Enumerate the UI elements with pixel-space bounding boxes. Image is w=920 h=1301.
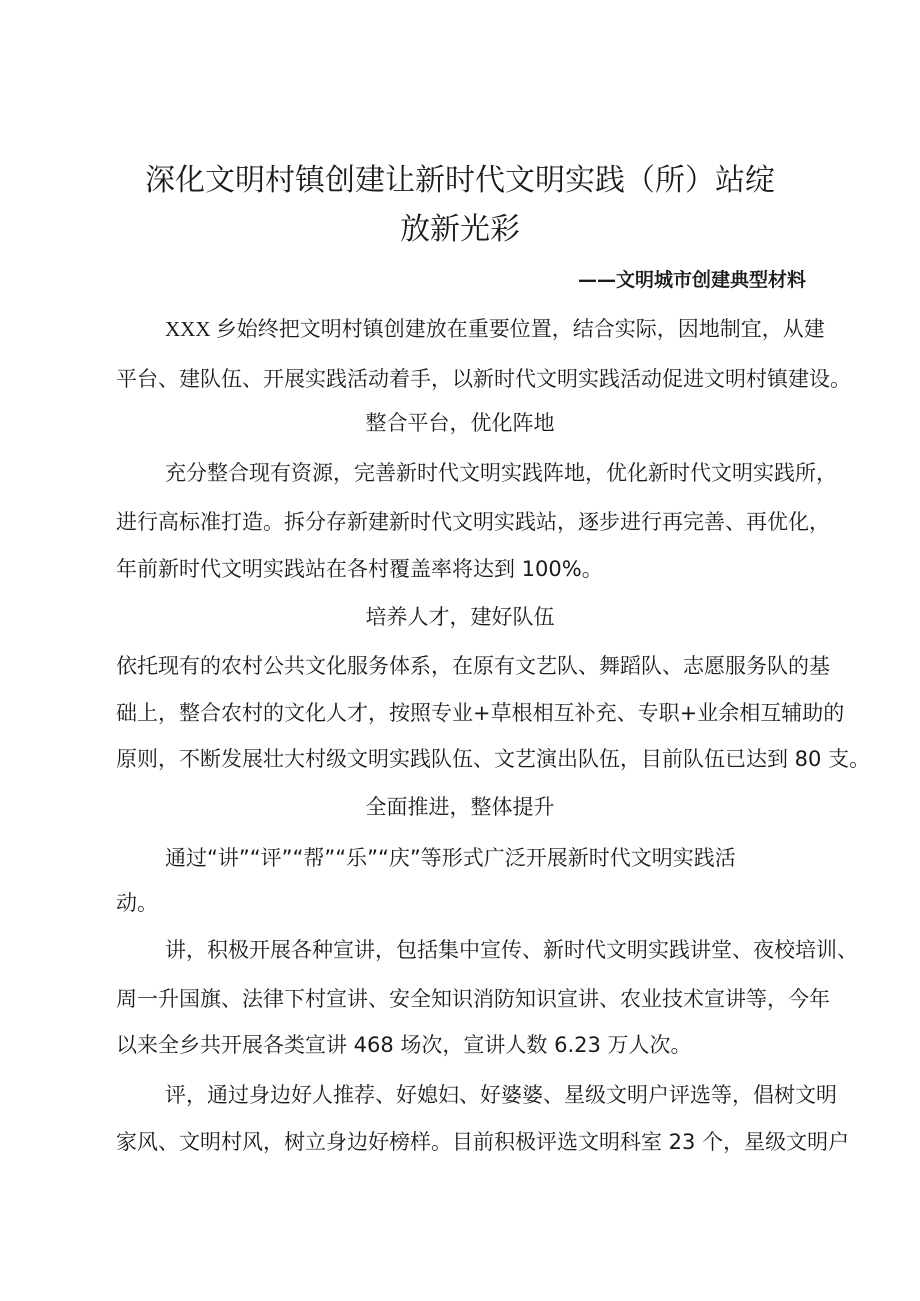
ping-line-1: 评，通过身边好人推荐、好媳妇、好婆婆、星级文明户评选等，倡树文明 <box>165 1083 837 1107</box>
ping-line-2: 家风、文明村风，树立身边好榜样。目前积极评选文明科室 23 个，星级文明户 <box>116 1130 850 1154</box>
document-title-line-1: 深化文明村镇创建让新时代文明实践（所）站绽 <box>145 163 775 198</box>
section1-line-1: 充分整合现有资源，完善新时代文明实践阵地，优化新时代文明实践所， <box>165 461 837 485</box>
section-heading-talent: 培养人才，建好队伍 <box>365 605 555 629</box>
section1-line-2: 进行高标准打造。拆分存新建新时代文明实践站，逐步进行再完善、再优化， <box>116 510 830 534</box>
intro-line-1: XXX 乡始终把文明村镇创建放在重要位置，结合实际，因地制宜，从建 <box>165 317 825 341</box>
section3-line-1: 通过“讲”“评”“帮”“乐”“庆”等形式广泛开展新时代文明实践活 <box>165 846 736 870</box>
section2-line-1: 依托现有的农村公共文化服务体系，在原有文艺队、舞蹈队、志愿服务队的基 <box>116 654 830 678</box>
section1-line-3: 年前新时代文明实践站在各村覆盖率将达到 100%。 <box>116 557 603 581</box>
jiang-line-2: 周一升国旗、法律下村宣讲、安全知识消防知识宣讲、农业技术宣讲等，今年 <box>116 987 830 1011</box>
section3-line-2: 动。 <box>116 891 158 915</box>
section2-line-3: 原则，不断发展壮大村级文明实践队伍、文艺演出队伍，目前队伍已达到 80 支。 <box>116 747 871 771</box>
jiang-line-1: 讲，积极开展各种宣讲，包括集中宣传、新时代文明实践讲堂、夜校培训、 <box>165 938 858 962</box>
section2-line-2: 础上，整合农村的文化人才，按照专业+草根相互补充、专职+业余相互辅助的 <box>116 701 845 725</box>
section-heading-promote: 全面推进，整体提升 <box>365 795 555 819</box>
document-subtitle: ——文明城市创建典型材料 <box>577 269 806 291</box>
intro-line-2: 平台、建队伍、开展实践活动着手，以新时代文明实践活动促进文明村镇建设。 <box>116 367 851 391</box>
document-title-line-2: 放新光彩 <box>400 212 520 247</box>
section-heading-platform: 整合平台，优化阵地 <box>365 411 555 435</box>
jiang-line-3: 以来全乡共开展各类宣讲 468 场次，宣讲人数 6.23 万人次。 <box>116 1033 692 1057</box>
